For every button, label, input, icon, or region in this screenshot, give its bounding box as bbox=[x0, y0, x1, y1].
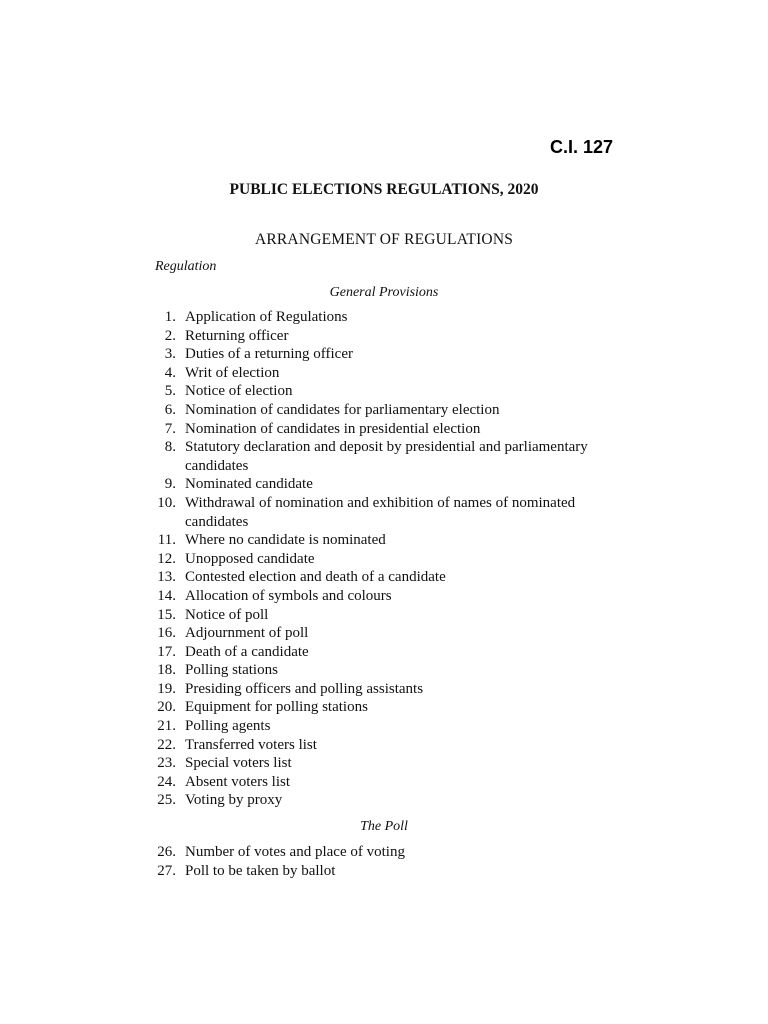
item-title: Nominated candidate bbox=[185, 476, 313, 493]
item-number: 18. bbox=[157, 662, 176, 679]
item-number: 11. bbox=[157, 532, 176, 549]
item-title: Allocation of symbols and colours bbox=[185, 587, 392, 604]
arrangement-heading: ARRANGEMENT OF REGULATIONS bbox=[254, 231, 514, 248]
item-number: 10. bbox=[157, 494, 176, 511]
item-number: 12. bbox=[157, 550, 176, 567]
list-item bbox=[0, 420, 768, 439]
item-title: Nomination of candidates for parliamentary election bbox=[185, 401, 500, 418]
list-item bbox=[0, 494, 768, 531]
item-number: 21. bbox=[157, 718, 176, 735]
item-title: Adjournment of poll bbox=[185, 625, 309, 642]
list-item bbox=[0, 438, 768, 475]
item-number: 1. bbox=[164, 309, 176, 325]
item-title: Writ of election bbox=[185, 364, 280, 381]
document-title: PUBLIC ELECTIONS REGULATIONS, 2020 bbox=[229, 181, 539, 198]
list-item bbox=[0, 345, 768, 364]
item-number: 20. bbox=[157, 699, 176, 716]
list-item bbox=[0, 550, 768, 569]
regulation-column-heading: Regulation bbox=[155, 259, 217, 274]
item-number: 26. bbox=[157, 844, 176, 860]
list-item bbox=[0, 606, 768, 625]
item-number: 6. bbox=[164, 401, 176, 418]
list-item bbox=[0, 862, 768, 881]
item-number: 27. bbox=[157, 862, 176, 879]
item-title: Duties of a returning officer bbox=[185, 346, 353, 363]
item-number: 9. bbox=[164, 476, 176, 493]
item-number: 8. bbox=[164, 439, 176, 456]
regulation-list-general-provisions bbox=[0, 308, 768, 810]
list-item bbox=[0, 401, 768, 420]
list-item bbox=[0, 680, 768, 699]
item-title: Presiding officers and polling assistants bbox=[185, 680, 424, 697]
section-heading-the-poll: The Poll bbox=[360, 819, 408, 834]
list-item bbox=[0, 568, 768, 587]
item-title: Polling agents bbox=[185, 718, 271, 735]
item-number: 4. bbox=[164, 364, 176, 381]
list-item bbox=[0, 643, 768, 662]
ci-number: C.I. 127 bbox=[549, 137, 613, 157]
item-title: Number of votes and place of voting bbox=[185, 844, 405, 860]
item-title: Unopposed candidate bbox=[185, 550, 315, 567]
item-number: 15. bbox=[157, 606, 176, 623]
item-title: Equipment for polling stations bbox=[185, 699, 368, 716]
item-number: 7. bbox=[164, 420, 176, 437]
item-number: 16. bbox=[157, 625, 176, 642]
item-title: Special voters list bbox=[185, 755, 292, 772]
item-title: Where no candidate is nominated bbox=[185, 532, 386, 549]
list-item bbox=[0, 364, 768, 383]
item-number: 24. bbox=[157, 773, 176, 790]
item-title: Nomination of candidates in presidential election bbox=[185, 420, 481, 437]
item-title: Returning officer bbox=[185, 327, 289, 344]
item-number: 3. bbox=[164, 346, 176, 363]
list-item bbox=[0, 698, 768, 717]
list-item bbox=[0, 587, 768, 606]
item-title: Statutory declaration and deposit by presidential and parliamentary candidates bbox=[185, 439, 588, 474]
item-title: Polling stations bbox=[185, 662, 278, 679]
item-number: 17. bbox=[157, 643, 176, 660]
list-item bbox=[0, 736, 768, 755]
item-title: Voting by proxy bbox=[185, 792, 283, 809]
item-title: Death of a candidate bbox=[185, 643, 309, 660]
regulation-list-the-poll bbox=[0, 843, 768, 880]
item-title: Contested election and death of a candidate bbox=[185, 569, 446, 586]
list-item bbox=[0, 791, 768, 810]
item-number: 25. bbox=[157, 792, 176, 809]
list-item bbox=[0, 624, 768, 643]
section-heading-general-provisions: General Provisions bbox=[329, 285, 439, 300]
list-item bbox=[0, 382, 768, 401]
item-number: 5. bbox=[164, 383, 176, 400]
item-number: 19. bbox=[157, 680, 176, 697]
list-item bbox=[0, 717, 768, 736]
item-title: Application of Regulations bbox=[185, 309, 348, 325]
list-item bbox=[0, 327, 768, 346]
item-number: 14. bbox=[157, 587, 176, 604]
list-item bbox=[0, 661, 768, 680]
list-item bbox=[0, 308, 768, 327]
item-title: Withdrawal of nomination and exhibition of names of nominated candidates bbox=[185, 494, 576, 530]
item-title: Transferred voters list bbox=[185, 736, 317, 753]
list-item bbox=[0, 475, 768, 494]
item-title: Poll to be taken by ballot bbox=[185, 862, 336, 879]
item-number: 23. bbox=[157, 755, 176, 772]
item-title: Absent voters list bbox=[185, 773, 290, 790]
list-item bbox=[0, 531, 768, 550]
item-number: 2. bbox=[164, 327, 176, 344]
list-item bbox=[0, 754, 768, 773]
list-item bbox=[0, 843, 768, 862]
item-number: 13. bbox=[157, 569, 176, 586]
item-number: 22. bbox=[157, 736, 176, 753]
item-title: Notice of poll bbox=[185, 606, 269, 623]
item-title: Notice of election bbox=[185, 383, 293, 400]
list-item bbox=[0, 773, 768, 792]
